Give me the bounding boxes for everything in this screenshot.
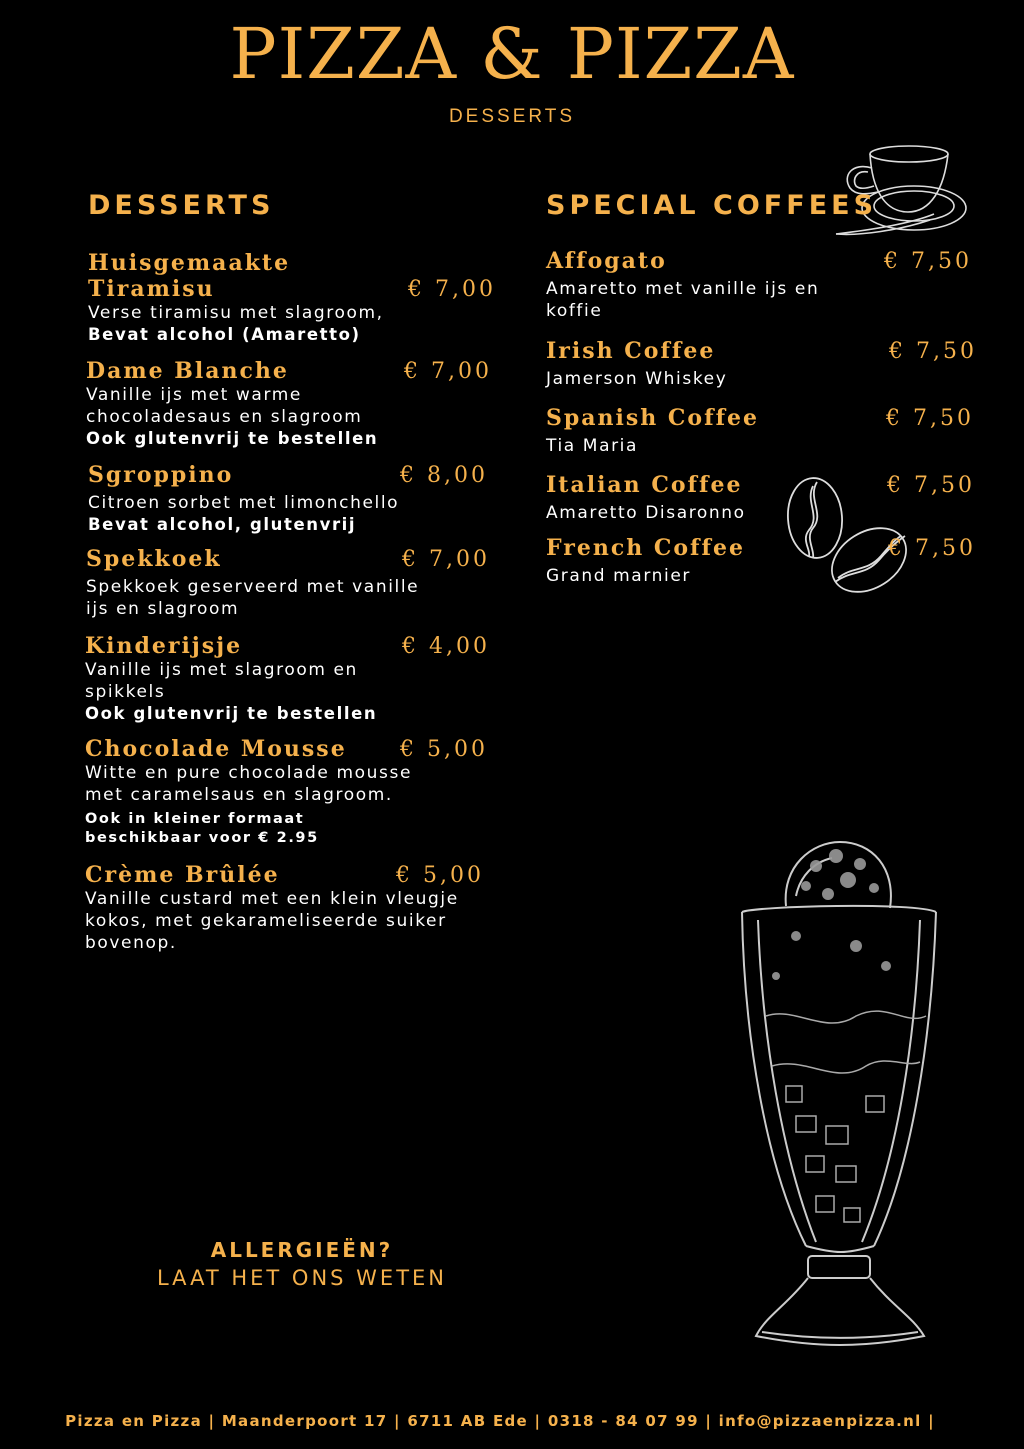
coffee-item-irish [546,338,977,390]
dessert-note: Ook glutenvrij te bestellen [86,429,379,448]
dessert-description: Witte en pure chocolade mousse met caramelsaus en slagroom. [85,763,413,805]
footer-contact: Pizza en Pizza | Maanderpoort 17 | 6711 AB Ede | 0318 - 84 07 99 | info@pizzaenpizza.nl | [65,1412,935,1430]
dessert-name: Kinderijsje [85,633,243,659]
dessert-name: Huisgemaakte Tiramisu [88,250,291,302]
coffee-item-affogato [546,248,972,322]
dessert-price: € 7,00 [402,547,490,572]
dessert-name: Spekkoek [86,546,222,572]
allergy-text: LAAT HET ONS WETEN [156,1266,447,1290]
coffee-price: € 7,50 [888,536,976,561]
dessert-note: Bevat alcohol (Amaretto) [88,325,361,344]
dessert-item-chocolade-mousse [85,736,495,848]
dessert-description: Verse tiramisu met slagroom, [88,303,384,323]
dessert-item-sgroppino [88,462,498,536]
dessert-name: Chocolade Mousse [85,736,347,762]
dessert-item-dame-blanche [86,358,496,450]
coffees-heading: SPECIAL COFFEES [546,190,878,221]
desserts-heading: DESSERTS [88,190,275,221]
page-subtitle: DESSERTS [448,106,576,127]
coffee-price: € 7,50 [887,473,975,498]
dessert-description: Vanille ijs met slagroom en spikkels [85,660,358,702]
coffee-item-italian [546,472,975,524]
dessert-item-tiramisu [88,250,498,346]
dessert-note: Bevat alcohol, glutenvrij [88,515,357,534]
sundae-glass-icon [736,836,942,1350]
coffee-description: Grand marnier [546,566,691,586]
coffee-name: Irish Coffee [546,338,716,364]
coffee-description: Amaretto met vanille ijs en koffie [546,279,820,321]
coffee-name: Italian Coffee [546,472,743,498]
coffee-price: € 7,50 [886,406,974,431]
coffee-item-spanish [546,405,974,457]
dessert-description: Spekkoek geserveerd met vanille ijs en slagroom [86,577,420,619]
coffee-price: € 7,50 [884,249,972,274]
dessert-description: Vanille custard met een klein vleugje kokos, met gekarameliseerde suiker bovenop. [85,889,459,953]
dessert-note: Ook glutenvrij te bestellen [85,704,378,723]
dessert-name: Sgroppino [88,462,234,488]
dessert-price: € 4,00 [402,634,490,659]
dessert-note: Ook in kleiner formaat beschikbaar voor € 2.95 [85,811,319,846]
dessert-item-kinderijsje [85,633,495,725]
dessert-description: Citroen sorbet met limonchello [88,493,400,513]
dessert-item-creme-brulee [85,862,505,954]
coffee-name: French Coffee [546,535,745,561]
coffee-description: Jamerson Whiskey [546,369,728,389]
dessert-price: € 5,00 [400,737,488,762]
coffee-name: Affogato [546,248,667,274]
dessert-price: € 7,00 [408,277,496,302]
dessert-price: € 7,00 [404,359,492,384]
dessert-name: Dame Blanche [86,358,289,384]
allergy-question: ALLERGIEËN? [210,1238,394,1262]
coffee-name: Spanish Coffee [546,405,760,431]
coffee-price: € 7,50 [889,339,977,364]
coffee-description: Amaretto Disaronno [546,503,746,523]
dessert-price: € 8,00 [400,463,488,488]
dessert-item-spekkoek [86,546,496,620]
dessert-name: Crème Brûlée [85,862,280,888]
coffee-item-french [546,535,976,587]
coffee-description: Tia Maria [546,436,639,456]
dessert-description: Vanille ijs met warme chocoladesaus en slagroom [86,385,363,427]
page-title: PIZZA & PIZZA [229,13,795,95]
dessert-price: € 5,00 [396,863,484,888]
